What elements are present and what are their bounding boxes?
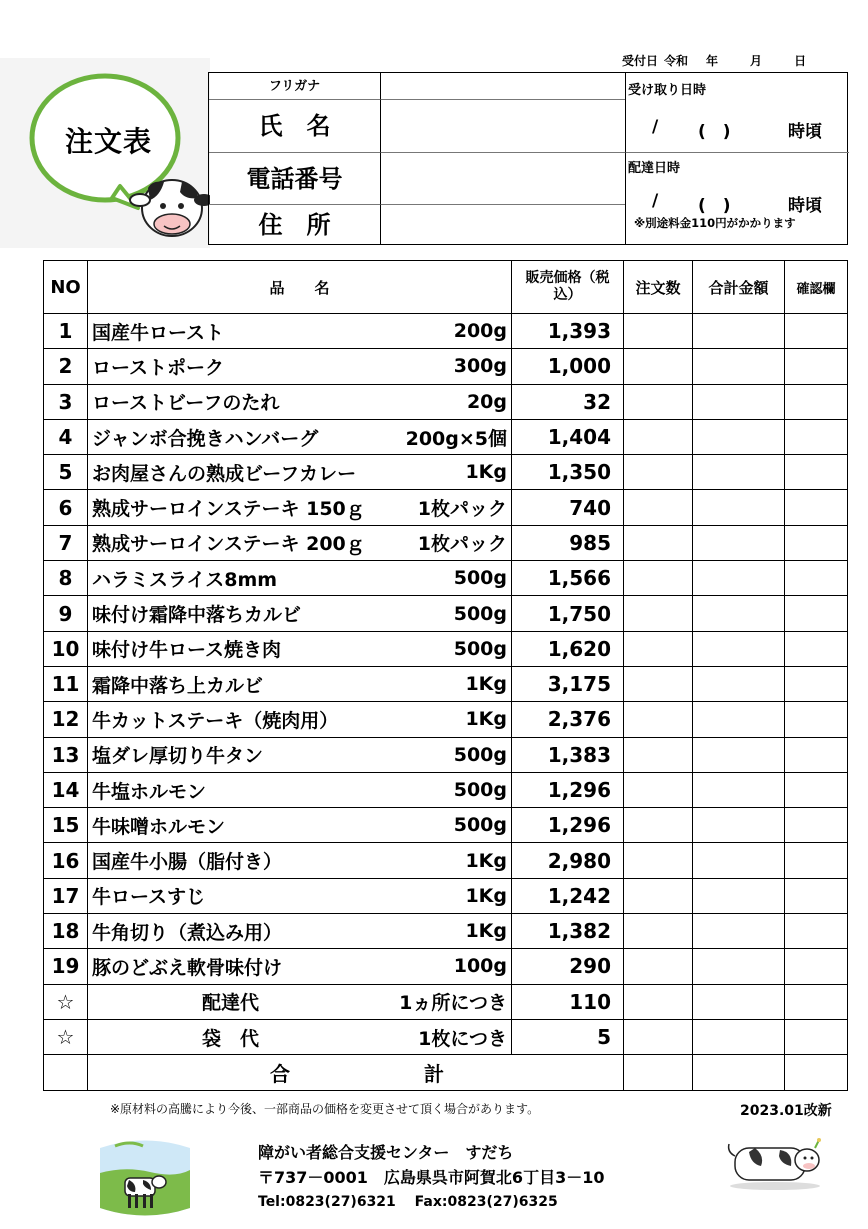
row-price: 1,350 — [512, 455, 624, 490]
header-name: 品 名 — [88, 261, 512, 314]
qty-cell[interactable] — [624, 631, 693, 666]
row-no: 14 — [44, 772, 88, 807]
order-table — [43, 260, 848, 1091]
product-size: 500g — [453, 814, 507, 837]
check-cell[interactable] — [785, 666, 848, 701]
qty-cell[interactable] — [624, 525, 693, 560]
qty-cell[interactable] — [624, 843, 693, 878]
qty-cell[interactable] — [624, 419, 693, 454]
product-size: 20g — [466, 390, 507, 413]
product-name: ハラミスライス8mm — [92, 568, 278, 591]
product-name: 熟成サーロインステーキ 200ｇ — [92, 533, 365, 556]
qty-cell[interactable] — [624, 349, 693, 384]
check-cell[interactable] — [785, 878, 848, 913]
table-row — [44, 808, 848, 843]
cow-illustration — [725, 1136, 825, 1191]
reception-year: 年 — [706, 54, 719, 68]
qty-cell[interactable] — [624, 314, 693, 349]
row-product — [88, 384, 512, 419]
check-cell[interactable] — [785, 561, 848, 596]
product-size: 1枚パック — [417, 498, 507, 521]
qty-cell[interactable] — [624, 596, 693, 631]
qty-cell[interactable] — [624, 878, 693, 913]
total-cell[interactable] — [693, 490, 785, 525]
table-row — [44, 314, 848, 349]
pickup-slash: / — [652, 117, 659, 137]
check-cell[interactable] — [785, 772, 848, 807]
delivery-label: 配達日時 — [628, 161, 681, 176]
product-size: 1枚パック — [417, 533, 507, 556]
extra-name: 配達代 — [202, 992, 260, 1015]
row-price: 3,175 — [512, 666, 624, 701]
qty-cell[interactable] — [624, 561, 693, 596]
row-no: 8 — [44, 561, 88, 596]
qty-cell[interactable] — [624, 702, 693, 737]
total-label-2: 計 — [424, 1061, 444, 1086]
total-cell[interactable] — [693, 878, 785, 913]
delivery-datetime-section[interactable] — [625, 153, 849, 245]
check-cell[interactable] — [785, 596, 848, 631]
total-cell[interactable] — [693, 772, 785, 807]
pickup-label: 受け取り日時 — [628, 83, 707, 98]
farm-cow-image — [95, 1138, 195, 1223]
row-no: 11 — [44, 666, 88, 701]
row-price: 1,393 — [512, 314, 624, 349]
row-product — [88, 314, 512, 349]
product-size: 200g×5個 — [405, 427, 507, 450]
table-row — [44, 949, 848, 984]
total-cell[interactable] — [693, 525, 785, 560]
check-cell[interactable] — [785, 737, 848, 772]
product-size: 500g — [453, 779, 507, 801]
row-product — [88, 737, 512, 772]
product-name: 牛カットステーキ（焼肉用） — [92, 709, 339, 732]
product-size: 100g — [453, 955, 507, 978]
product-name: 豚のどぶえ軟骨味付け — [92, 956, 283, 979]
product-name: 牛味噌ホルモン — [92, 815, 226, 838]
extra-name: 袋 代 — [202, 1027, 260, 1050]
qty-cell[interactable] — [624, 737, 693, 772]
row-no: 16 — [44, 843, 88, 878]
product-size: 300g — [453, 355, 507, 378]
row-product — [88, 561, 512, 596]
furigana-field[interactable] — [380, 73, 625, 100]
row-price: 740 — [512, 490, 624, 525]
row-no: 13 — [44, 737, 88, 772]
check-cell[interactable] — [785, 843, 848, 878]
total-cell[interactable] — [693, 666, 785, 701]
pickup-datetime-section[interactable] — [625, 73, 849, 153]
row-no: 18 — [44, 914, 88, 949]
table-row — [44, 737, 848, 772]
row-product — [88, 525, 512, 560]
table-row — [44, 490, 848, 525]
table-row — [44, 666, 848, 701]
qty-cell[interactable] — [624, 808, 693, 843]
address-label: 住 所 — [258, 211, 331, 239]
customer-info-table — [208, 72, 848, 245]
extra-row — [44, 984, 848, 1019]
row-no: 4 — [44, 419, 88, 454]
row-no: 15 — [44, 808, 88, 843]
qty-cell[interactable] — [624, 914, 693, 949]
check-cell[interactable] — [785, 914, 848, 949]
row-product — [88, 419, 512, 454]
product-name: 牛ロースすじ — [92, 886, 206, 909]
qty-cell[interactable] — [624, 1055, 693, 1090]
table-header-row — [44, 261, 848, 314]
row-star: ☆ — [44, 984, 88, 1019]
row-no: 17 — [44, 878, 88, 913]
qty-cell[interactable] — [624, 490, 693, 525]
total-cell[interactable] — [693, 843, 785, 878]
check-cell[interactable] — [785, 455, 848, 490]
reception-month: 月 — [750, 54, 763, 68]
product-size: 1Kg — [465, 461, 507, 484]
row-price: 290 — [512, 949, 624, 984]
check-cell[interactable] — [785, 631, 848, 666]
row-product — [88, 596, 512, 631]
table-row — [44, 772, 848, 807]
extra-unit: 1枚につき — [418, 1027, 507, 1050]
row-product — [88, 455, 512, 490]
product-size: 200g — [453, 320, 507, 343]
row-price: 1,296 — [512, 772, 624, 807]
furigana-label: フリガナ — [209, 73, 380, 100]
qty-cell[interactable] — [624, 666, 693, 701]
product-name: 牛塩ホルモン — [92, 780, 207, 803]
total-cell[interactable] — [693, 455, 785, 490]
total-cell[interactable] — [693, 914, 785, 949]
phone-label: 電話番号 — [209, 153, 380, 205]
farm-cow-icon — [95, 1138, 195, 1223]
check-cell[interactable] — [785, 702, 848, 737]
row-no: 9 — [44, 596, 88, 631]
product-name: 牛角切り（煮込み用） — [92, 921, 283, 944]
name-label: 氏 名 — [209, 100, 380, 153]
product-size: 500g — [453, 602, 507, 625]
delivery-slash: / — [652, 191, 659, 211]
row-product — [88, 843, 512, 878]
total-blank — [44, 1055, 88, 1090]
total-cell[interactable] — [693, 596, 785, 631]
row-product — [88, 666, 512, 701]
row-product — [88, 914, 512, 949]
total-cell[interactable] — [693, 1019, 785, 1054]
check-cell[interactable] — [785, 349, 848, 384]
qty-cell[interactable] — [624, 1019, 693, 1054]
check-cell[interactable] — [785, 1019, 848, 1054]
table-row — [44, 561, 848, 596]
table-row — [44, 455, 848, 490]
total-cell[interactable] — [693, 631, 785, 666]
row-price: 1,242 — [512, 878, 624, 913]
row-price: 1,620 — [512, 631, 624, 666]
product-name: 国産牛ロースト — [92, 321, 225, 344]
check-cell[interactable] — [785, 490, 848, 525]
row-price: 1,000 — [512, 349, 624, 384]
row-price: 1,404 — [512, 419, 624, 454]
pickup-weekday: ( ) — [698, 122, 731, 142]
table-row — [44, 525, 848, 560]
total-label — [88, 1055, 624, 1090]
bubble-title: 注文表 — [65, 125, 153, 158]
row-price: 1,383 — [512, 737, 624, 772]
row-price: 1,566 — [512, 561, 624, 596]
row-product — [88, 949, 512, 984]
row-product — [88, 631, 512, 666]
pickup-time: 時頃 — [788, 122, 822, 142]
reception-date-line — [622, 52, 862, 70]
row-price: 1,296 — [512, 808, 624, 843]
row-price: 1,750 — [512, 596, 624, 631]
check-cell[interactable] — [785, 1055, 848, 1090]
cow-icon — [725, 1136, 825, 1191]
row-price: 110 — [512, 984, 624, 1019]
footer-contact — [258, 1140, 604, 1215]
table-row — [44, 631, 848, 666]
organization-phone-fax: Tel:0823(27)6321 Fax:0823(27)6325 — [258, 1194, 558, 1210]
total-cell[interactable] — [693, 1055, 785, 1090]
check-cell[interactable] — [785, 419, 848, 454]
row-product — [88, 490, 512, 525]
product-size: 1Kg — [465, 673, 507, 696]
revision-date: 2023.01改新 — [740, 1103, 832, 1119]
extra-unit: 1ヵ所につき — [399, 992, 507, 1015]
table-row — [44, 843, 848, 878]
organization-name: 障がい者総合支援センター すだち — [258, 1143, 514, 1162]
delivery-weekday: ( ) — [698, 196, 731, 216]
table-row — [44, 702, 848, 737]
total-cell[interactable] — [693, 561, 785, 596]
product-name: 熟成サーロインステーキ 150ｇ — [92, 498, 365, 521]
row-no: 2 — [44, 349, 88, 384]
order-form-bubble — [0, 58, 210, 248]
product-size: 1Kg — [465, 920, 507, 943]
reception-label: 受付日 — [622, 54, 659, 68]
organization-address: 〒737－0001 広島県呉市阿賀北6丁目3－10 — [258, 1168, 605, 1187]
name-field[interactable] — [380, 100, 625, 153]
row-no: 3 — [44, 384, 88, 419]
total-row — [44, 1055, 848, 1090]
check-cell[interactable] — [785, 949, 848, 984]
row-product — [88, 702, 512, 737]
row-product — [88, 878, 512, 913]
total-cell[interactable] — [693, 737, 785, 772]
row-no: 12 — [44, 702, 88, 737]
product-name: ジャンボ合挽きハンバーグ — [92, 427, 319, 450]
total-label-1: 合 — [270, 1061, 290, 1086]
header-no: NO — [44, 261, 88, 314]
row-price: 5 — [512, 1019, 624, 1054]
product-size: 500g — [453, 637, 507, 660]
price-change-note: ※原材料の高騰により今後、一部商品の価格を変更させて頂く場合があります。 — [110, 1102, 540, 1116]
row-no: 5 — [44, 455, 88, 490]
row-product — [88, 984, 512, 1019]
qty-cell[interactable] — [624, 984, 693, 1019]
table-row — [44, 596, 848, 631]
table-row — [44, 914, 848, 949]
reception-era: 令和 — [664, 54, 689, 68]
header-check: 確認欄 — [785, 261, 848, 314]
extra-row — [44, 1019, 848, 1054]
qty-cell[interactable] — [624, 949, 693, 984]
row-product — [88, 349, 512, 384]
table-row — [44, 878, 848, 913]
product-name: 味付け霜降中落ちカルビ — [92, 604, 302, 627]
total-cell[interactable] — [693, 702, 785, 737]
delivery-time: 時頃 — [788, 196, 822, 216]
total-cell[interactable] — [693, 384, 785, 419]
product-name: 味付け牛ロース焼き肉 — [92, 639, 282, 662]
qty-cell[interactable] — [624, 455, 693, 490]
header-qty: 注文数 — [624, 261, 693, 314]
product-name: 国産牛小腸（脂付き） — [92, 851, 283, 874]
product-size: 500g — [453, 567, 507, 590]
row-product — [88, 1019, 512, 1054]
total-cell[interactable] — [693, 808, 785, 843]
row-no: 7 — [44, 525, 88, 560]
delivery-fee-note: ※別途料金110円がかかります — [634, 216, 796, 230]
product-name: ローストビーフのたれ — [92, 392, 280, 415]
check-cell[interactable] — [785, 525, 848, 560]
product-size: 1Kg — [465, 708, 507, 731]
qty-cell[interactable] — [624, 384, 693, 419]
address-field[interactable] — [380, 205, 625, 245]
row-price: 985 — [512, 525, 624, 560]
table-row — [44, 349, 848, 384]
header-total: 合計金額 — [693, 261, 785, 314]
product-name: 霜降中落ち上カルビ — [92, 674, 264, 697]
total-cell[interactable] — [693, 349, 785, 384]
row-star: ☆ — [44, 1019, 88, 1054]
check-cell[interactable] — [785, 808, 848, 843]
product-size: 1Kg — [465, 849, 507, 872]
row-price: 2,980 — [512, 843, 624, 878]
row-price: 2,376 — [512, 702, 624, 737]
phone-field[interactable] — [380, 153, 625, 205]
check-cell[interactable] — [785, 384, 848, 419]
product-size: 500g — [453, 743, 507, 766]
product-name: ローストポーク — [92, 356, 225, 379]
row-product — [88, 772, 512, 807]
check-cell[interactable] — [785, 314, 848, 349]
row-no: 6 — [44, 490, 88, 525]
row-price: 1,382 — [512, 914, 624, 949]
product-name: 塩ダレ厚切り牛タン — [92, 745, 264, 768]
product-size: 1Kg — [465, 884, 507, 907]
total-cell[interactable] — [693, 419, 785, 454]
row-no: 1 — [44, 314, 88, 349]
total-cell[interactable] — [693, 314, 785, 349]
total-cell[interactable] — [693, 949, 785, 984]
table-row — [44, 384, 848, 419]
row-product — [88, 808, 512, 843]
row-no: 10 — [44, 631, 88, 666]
check-cell[interactable] — [785, 984, 848, 1019]
reception-day: 日 — [794, 54, 807, 68]
row-price: 32 — [512, 384, 624, 419]
header-price: 販売価格（税込） — [512, 261, 624, 314]
row-no: 19 — [44, 949, 88, 984]
product-name: お肉屋さんの熟成ビーフカレー — [92, 462, 357, 485]
table-row — [44, 419, 848, 454]
total-cell[interactable] — [693, 984, 785, 1019]
qty-cell[interactable] — [624, 772, 693, 807]
